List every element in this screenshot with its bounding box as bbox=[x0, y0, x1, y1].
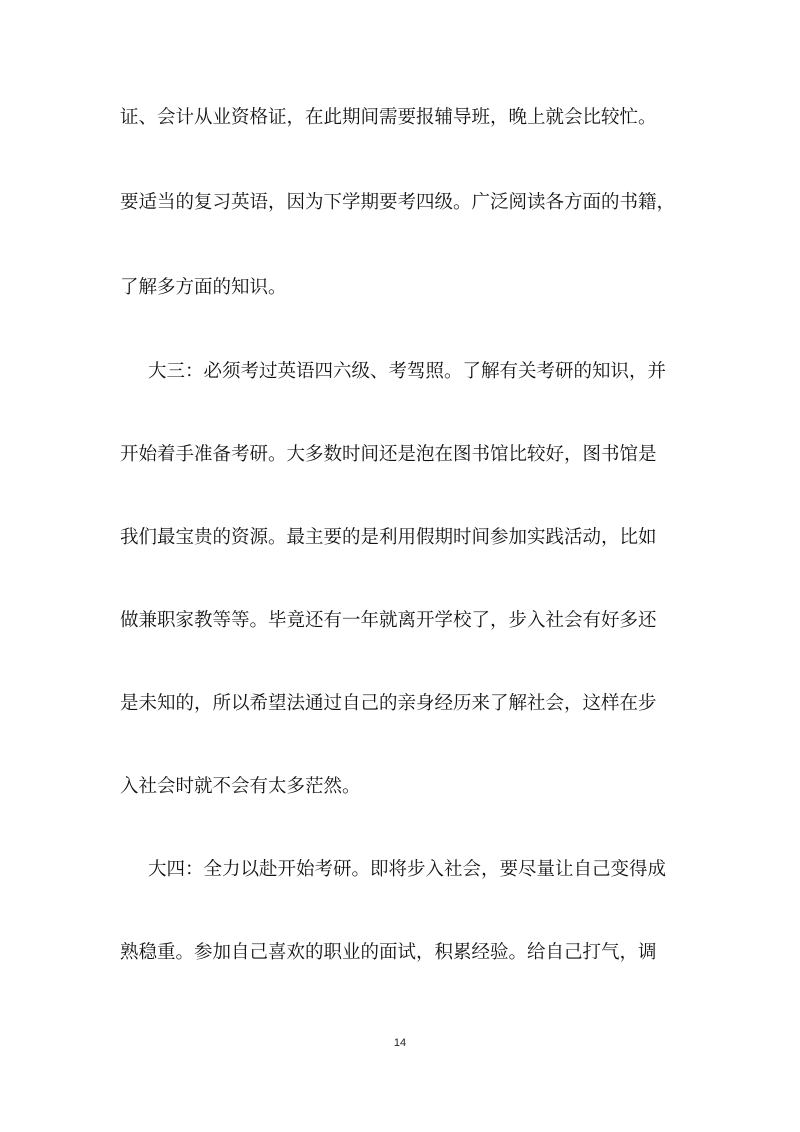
text-line-1: 证、会计从业资格证，在此期间需要报辅导班，晚上就会比较忙。 bbox=[120, 107, 657, 128]
text-line-9: 入社会时就不会有太多茫然。 bbox=[120, 776, 361, 797]
text-line-10: 大四：全力以赴开始考研。即将步入社会，要尽量让自己变得成 bbox=[148, 859, 667, 880]
text-line-8: 是未知的，所以希望法通过自己的亲身经历来了解社会，这样在步 bbox=[120, 693, 657, 714]
text-line-7: 做兼职家教等等。毕竟还有一年就离开学校了，步入社会有好多还 bbox=[120, 610, 657, 631]
text-line-6: 我们最宝贵的资源。最主要的是利用假期时间参加实践活动，比如 bbox=[120, 527, 657, 548]
text-line-4: 大三：必须考过英语四六级、考驾照。了解有关考研的知识，并 bbox=[148, 361, 667, 382]
text-line-11: 熟稳重。参加自己喜欢的职业的面试，积累经验。给自己打气，调 bbox=[120, 942, 657, 963]
text-line-3: 了解多方面的知识。 bbox=[120, 277, 287, 298]
page-number: 14 bbox=[393, 1037, 407, 1049]
text-line-5: 开始着手准备考研。大多数时间还是泡在图书馆比较好，图书馆是 bbox=[120, 444, 657, 465]
text-line-2: 要适当的复习英语，因为下学期要考四级。广泛阅读各方面的书籍， bbox=[120, 192, 676, 213]
